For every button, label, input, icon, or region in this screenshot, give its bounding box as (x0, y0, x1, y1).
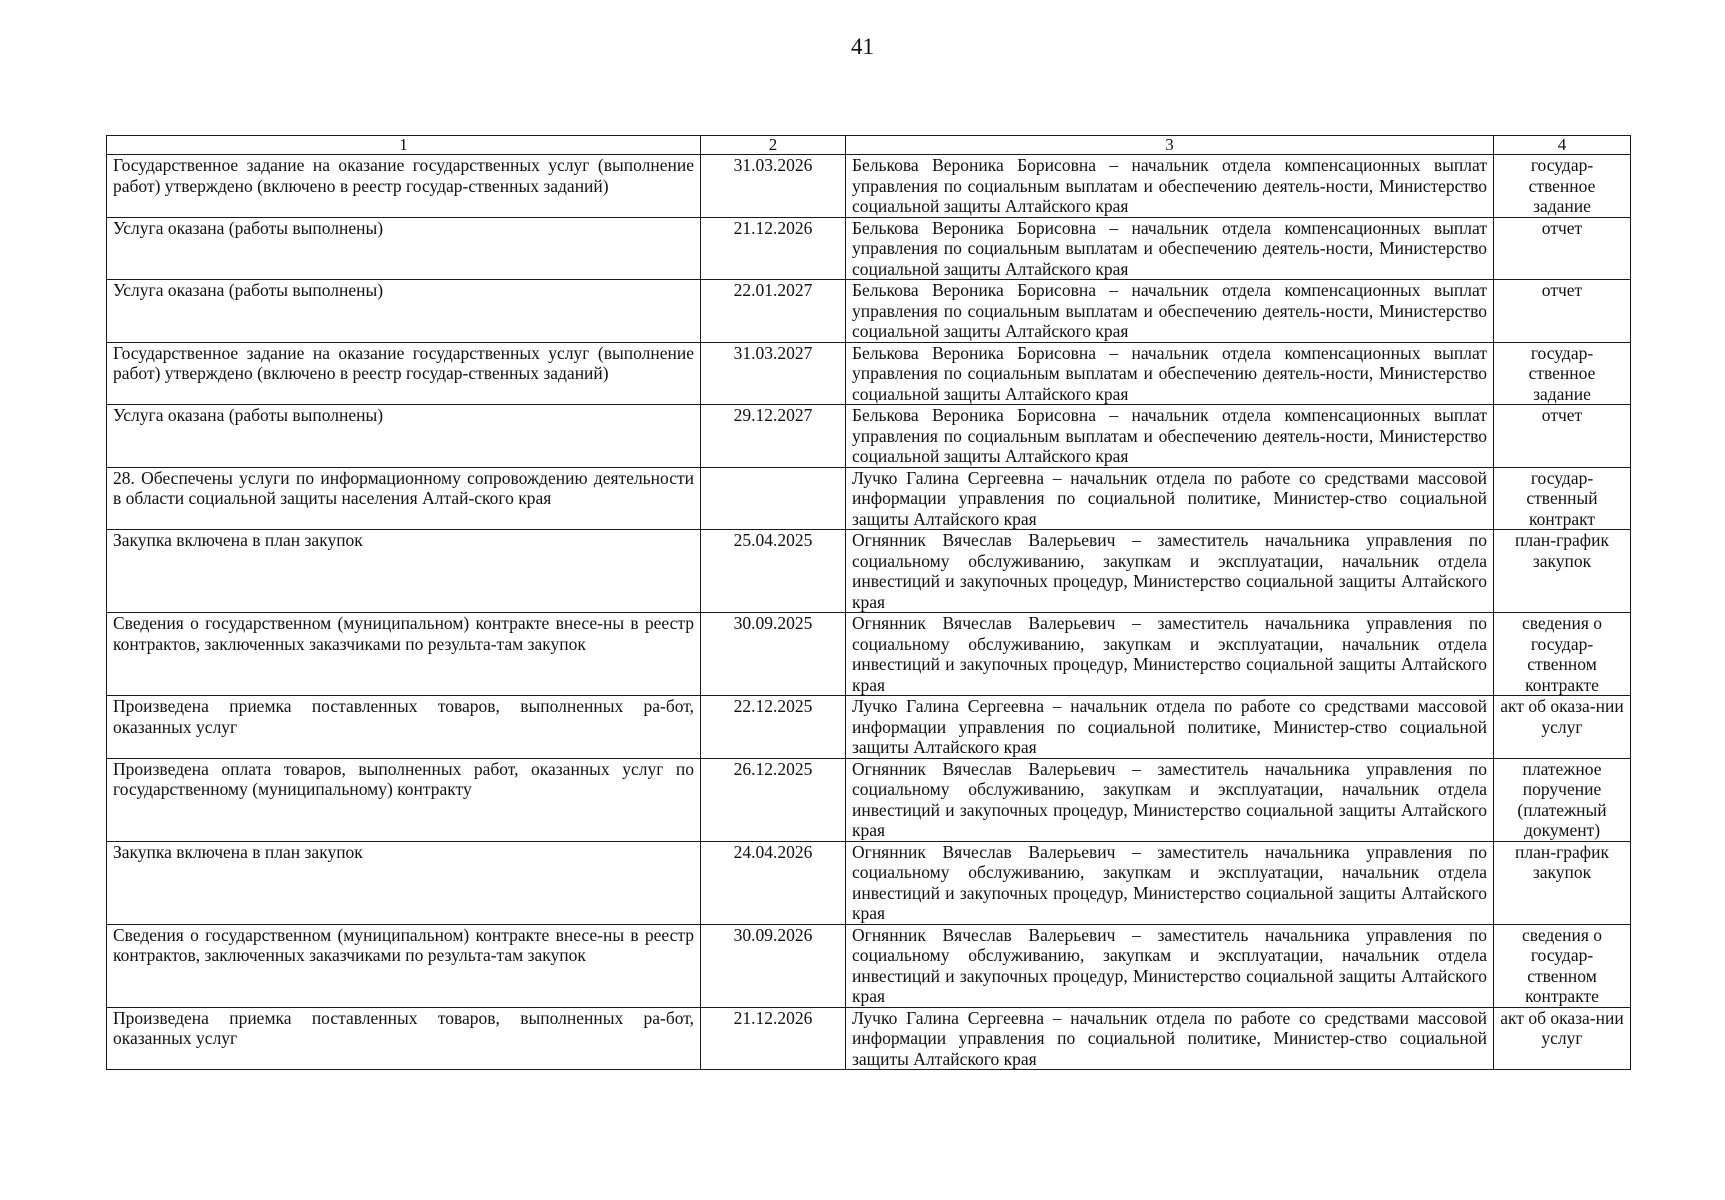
responsible-cell: Белькова Вероника Борисовна – начальник отдела компенсационных выплат управления по социальным выплатам и обеспечению деятель-ности, Министерство социальной защиты Алтайского края (846, 342, 1494, 405)
responsible-cell: Лучко Галина Сергеевна – начальник отдела по работе со средствами массовой информации управления по социальной политике, Министер-ство социальной защиты Алтайского края (846, 1007, 1494, 1070)
column-header-3: 3 (846, 136, 1494, 155)
responsible-cell: Огнянник Вячеслав Валерьевич – заместитель начальника управления по социальному обслуживанию, закупкам и эксплуатации, начальник отдела инвестиций и закупочных процедур, Министерство социальной защиты Алтайского края (846, 924, 1494, 1007)
document-cell: отчет (1494, 217, 1631, 280)
event-cell: Государственное задание на оказание государственных услуг (выполнение работ) утверждено (включено в реестр государ-ственных заданий) (107, 155, 701, 218)
date-cell: 25.04.2025 (701, 530, 846, 613)
document-cell: акт об оказа-нии услуг (1494, 1007, 1631, 1070)
document-cell: государ-ственное задание (1494, 155, 1631, 218)
date-cell: 22.01.2027 (701, 280, 846, 343)
date-cell: 30.09.2025 (701, 613, 846, 696)
page-number: 41 (851, 34, 874, 59)
event-cell: Государственное задание на оказание государственных услуг (выполнение работ) утверждено (включено в реестр государ-ственных заданий) (107, 342, 701, 405)
table-body (107, 155, 1631, 1070)
date-cell: 24.04.2026 (701, 841, 846, 924)
date-cell: 30.09.2026 (701, 924, 846, 1007)
document-cell: план-график закупок (1494, 841, 1631, 924)
document-cell: сведения о государ-ственном контракте (1494, 613, 1631, 696)
event-cell: Закупка включена в план закупок (107, 530, 701, 613)
event-cell: Сведения о государственном (муниципальном) контракте внесе-ны в реестр контрактов, заключенных заказчиками по результа-там закупок (107, 613, 701, 696)
responsible-cell: Огнянник Вячеслав Валерьевич – заместитель начальника управления по социальному обслуживанию, закупкам и эксплуатации, начальник отдела инвестиций и закупочных процедур, Министерство социальной защиты Алтайского края (846, 530, 1494, 613)
event-cell: 28. Обеспечены услуги по информационному сопровождению деятельности в области социальной защиты населения Алтай-ского края (107, 467, 701, 530)
date-cell: 29.12.2027 (701, 405, 846, 468)
event-cell: Услуга оказана (работы выполнены) (107, 280, 701, 343)
table-row (107, 613, 1631, 696)
date-cell: 31.03.2026 (701, 155, 846, 218)
event-cell: Закупка включена в план закупок (107, 841, 701, 924)
header-row (107, 136, 1631, 155)
event-cell: Произведена оплата товаров, выполненных работ, оказанных услуг по государственному (муниципальному) контракту (107, 758, 701, 841)
event-cell: Произведена приемка поставленных товаров, выполненных ра-бот, оказанных услуг (107, 696, 701, 759)
event-cell: Услуга оказана (работы выполнены) (107, 217, 701, 280)
responsible-cell: Белькова Вероника Борисовна – начальник отдела компенсационных выплат управления по социальным выплатам и обеспечению деятель-ности, Министерство социальной защиты Алтайского края (846, 405, 1494, 468)
responsible-cell: Огнянник Вячеслав Валерьевич – заместитель начальника управления по социальному обслуживанию, закупкам и эксплуатации, начальник отдела инвестиций и закупочных процедур, Министерство социальной защиты Алтайского края (846, 758, 1494, 841)
table-row (107, 217, 1631, 280)
column-header-1: 1 (107, 136, 701, 155)
table-row (107, 696, 1631, 759)
date-cell: 21.12.2026 (701, 1007, 846, 1070)
document-cell: платежное поручение (платежный документ) (1494, 758, 1631, 841)
document-cell: отчет (1494, 280, 1631, 343)
table-row (107, 924, 1631, 1007)
responsible-cell: Огнянник Вячеслав Валерьевич – заместитель начальника управления по социальному обслуживанию, закупкам и эксплуатации, начальник отдела инвестиций и закупочных процедур, Министерство социальной защиты Алтайского края (846, 841, 1494, 924)
document-cell: сведения о государ-ственном контракте (1494, 924, 1631, 1007)
responsible-cell: Огнянник Вячеслав Валерьевич – заместитель начальника управления по социальному обслуживанию, закупкам и эксплуатации, начальник отдела инвестиций и закупочных процедур, Министерство социальной защиты Алтайского края (846, 613, 1494, 696)
responsible-cell: Лучко Галина Сергеевна – начальник отдела по работе со средствами массовой информации управления по социальной политике, Министер-ство социальной защиты Алтайского края (846, 696, 1494, 759)
date-cell: 31.03.2027 (701, 342, 846, 405)
event-cell: Сведения о государственном (муниципальном) контракте внесе-ны в реестр контрактов, заключенных заказчиками по результа-там закупок (107, 924, 701, 1007)
table-row (107, 467, 1631, 530)
table-row (107, 405, 1631, 468)
column-header-2: 2 (701, 136, 846, 155)
table-row (107, 841, 1631, 924)
table-row (107, 530, 1631, 613)
table-row (107, 758, 1631, 841)
table-row (107, 342, 1631, 405)
date-cell (701, 467, 846, 530)
date-cell: 21.12.2026 (701, 217, 846, 280)
table-row (107, 155, 1631, 218)
document-cell: государ-ственное задание (1494, 342, 1631, 405)
document-cell: государ-ственный контракт (1494, 467, 1631, 530)
document-cell: отчет (1494, 405, 1631, 468)
table-row (107, 280, 1631, 343)
schedule-table (106, 135, 1631, 1070)
responsible-cell: Лучко Галина Сергеевна – начальник отдела по работе со средствами массовой информации управления по социальной политике, Министер-ство социальной защиты Алтайского края (846, 467, 1494, 530)
document-cell: акт об оказа-нии услуг (1494, 696, 1631, 759)
date-cell: 22.12.2025 (701, 696, 846, 759)
responsible-cell: Белькова Вероника Борисовна – начальник отдела компенсационных выплат управления по социальным выплатам и обеспечению деятель-ности, Министерство социальной защиты Алтайского края (846, 280, 1494, 343)
table-row (107, 1007, 1631, 1070)
event-cell: Произведена приемка поставленных товаров, выполненных ра-бот, оказанных услуг (107, 1007, 701, 1070)
table-header (107, 136, 1631, 155)
document-cell: план-график закупок (1494, 530, 1631, 613)
date-cell: 26.12.2025 (701, 758, 846, 841)
responsible-cell: Белькова Вероника Борисовна – начальник отдела компенсационных выплат управления по социальным выплатам и обеспечению деятель-ности, Министерство социальной защиты Алтайского края (846, 217, 1494, 280)
event-cell: Услуга оказана (работы выполнены) (107, 405, 701, 468)
responsible-cell: Белькова Вероника Борисовна – начальник отдела компенсационных выплат управления по социальным выплатам и обеспечению деятель-ности, Министерство социальной защиты Алтайского края (846, 155, 1494, 218)
column-header-4: 4 (1494, 136, 1631, 155)
